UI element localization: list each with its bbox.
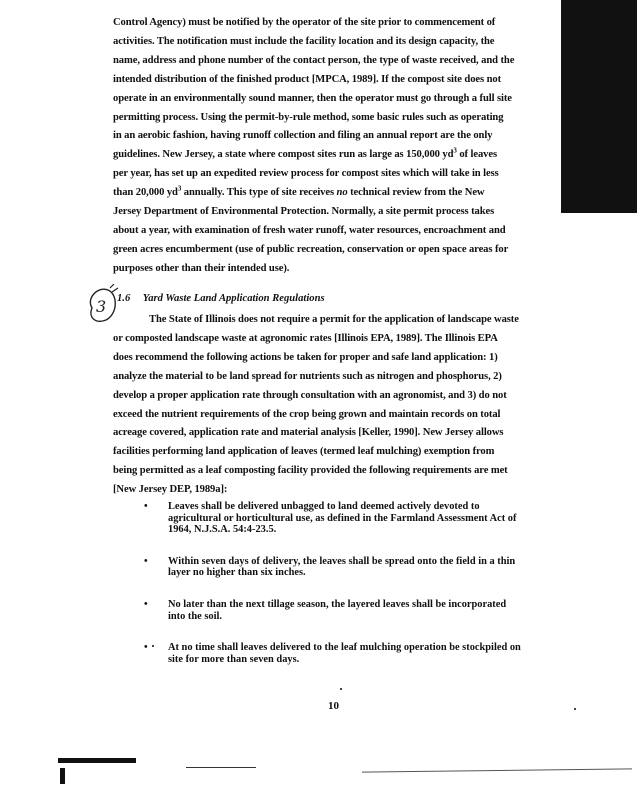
body-line: acreage covered, application rate and material analysis [Keller, 1990]. New Jersey allows xyxy=(113,427,504,439)
intro-line: Jersey Department of Environmental Protection. Normally, a site permit process takes xyxy=(113,206,495,218)
intro-line: permitting process. Using the permit-by-rule method, some basic rules such as operating xyxy=(113,111,504,123)
body-line: exceed the nutrient requirements of the crop being grown and maintain records on total xyxy=(113,408,501,420)
body-line: or composted landscape waste at agronomic rates [Illinois EPA, 1989]. The Illinois EPA xyxy=(113,332,498,344)
scan-speck xyxy=(152,645,154,647)
intro-line: purposes other than their intended use). xyxy=(113,262,290,274)
scan-edge-shadow xyxy=(561,0,637,213)
list-item: • Leaves shall be delivered unbagged to land deemed actively devoted to agricultural or horticultural use, as defined in the Farmland Assessment Act of 1964, N.J.S.A. 54:4-23.5. xyxy=(144,501,517,536)
intro-line: guidelines. New Jersey, a state where compost sites run as large as 150,000 $yd^3$ of leaves xyxy=(113,146,497,161)
intro-paragraph xyxy=(113,14,560,279)
annotation-mark: 3 xyxy=(96,297,107,316)
body-line: facilities performing land application of leaves (termed leaf mulching) exemption from xyxy=(113,446,495,458)
bullet-icon: • xyxy=(144,501,148,512)
intro-line: green acres encumberment (use of public recreation, conservation or open space areas for xyxy=(113,243,509,255)
intro-line: Control Agency) must be notified by the operator of the site prior to commencement of xyxy=(113,17,496,28)
bullet-icon: • xyxy=(144,642,148,654)
scan-artifact-mark xyxy=(60,768,65,784)
list-item: • At no time shall leaves delivered to the leaf mulching operation be stockpiled on site for more than seven days. xyxy=(144,642,521,665)
scan-speck xyxy=(340,688,342,690)
body-line: develop a proper application rate through consultation with an agronomist, and 3) do not xyxy=(113,389,507,401)
body-paragraph xyxy=(113,311,560,500)
bullet-icon: • xyxy=(144,598,148,610)
scan-artifact-bar xyxy=(58,758,136,763)
scan-artifact-line xyxy=(186,767,256,768)
list-item: • No later than the next tillage season, the layered leaves shall be incorporated into the soil. xyxy=(144,598,507,622)
intro-line: operate in an environmentally sound manner, then the operator must go through a full site xyxy=(113,92,512,104)
intro-line: about a year, with examination of fresh water runoff, water resources, encroachment and xyxy=(113,224,506,236)
intro-line: name, address and phone number of the contact person, the type of waste received, and the xyxy=(113,54,515,66)
body-line: being permitted as a leaf composting facility provided the following requirements are met xyxy=(113,465,508,477)
section-title: Yard Waste Land Application Regulations xyxy=(142,293,325,304)
intro-line: activities. The notification must include the facility location and its design capacity, the xyxy=(113,35,495,47)
intro-line: per year, has set up an expedited review process for compost sites which will take in less xyxy=(113,168,499,180)
requirements-list xyxy=(144,501,564,685)
body-line: The State of Illinois does not require a permit for the application of landscape waste xyxy=(149,314,519,325)
body-line: [New Jersey DEP, 1989a]: xyxy=(113,484,228,496)
list-item: • Within seven days of delivery, the leaves shall be spread onto the field in a thin layer no higher than six inches. xyxy=(144,555,516,579)
intro-line: in an aerobic fashion, having runoff collection and filing an annual report are the only xyxy=(113,130,493,142)
intro-line: intended distribution of the finished product [MPCA, 1989]. If the compost site does not xyxy=(113,73,501,85)
scan-speck xyxy=(574,708,576,710)
scan-artifact-line xyxy=(362,768,632,772)
section-number: 1.6 xyxy=(117,293,131,304)
body-line: does recommend the following actions be taken for proper and safe land application: 1) xyxy=(113,351,498,363)
page-number: 10 xyxy=(328,700,339,712)
body-line: analyze the material to be land spread for nutrients such as nitrogen and phosphorus, 2) xyxy=(113,370,502,382)
intro-line: than 20,000 $yd^3$ annually. This type of site receives no technical review from the New xyxy=(113,184,485,199)
bullet-icon: • xyxy=(144,555,148,567)
section-heading xyxy=(117,293,325,304)
